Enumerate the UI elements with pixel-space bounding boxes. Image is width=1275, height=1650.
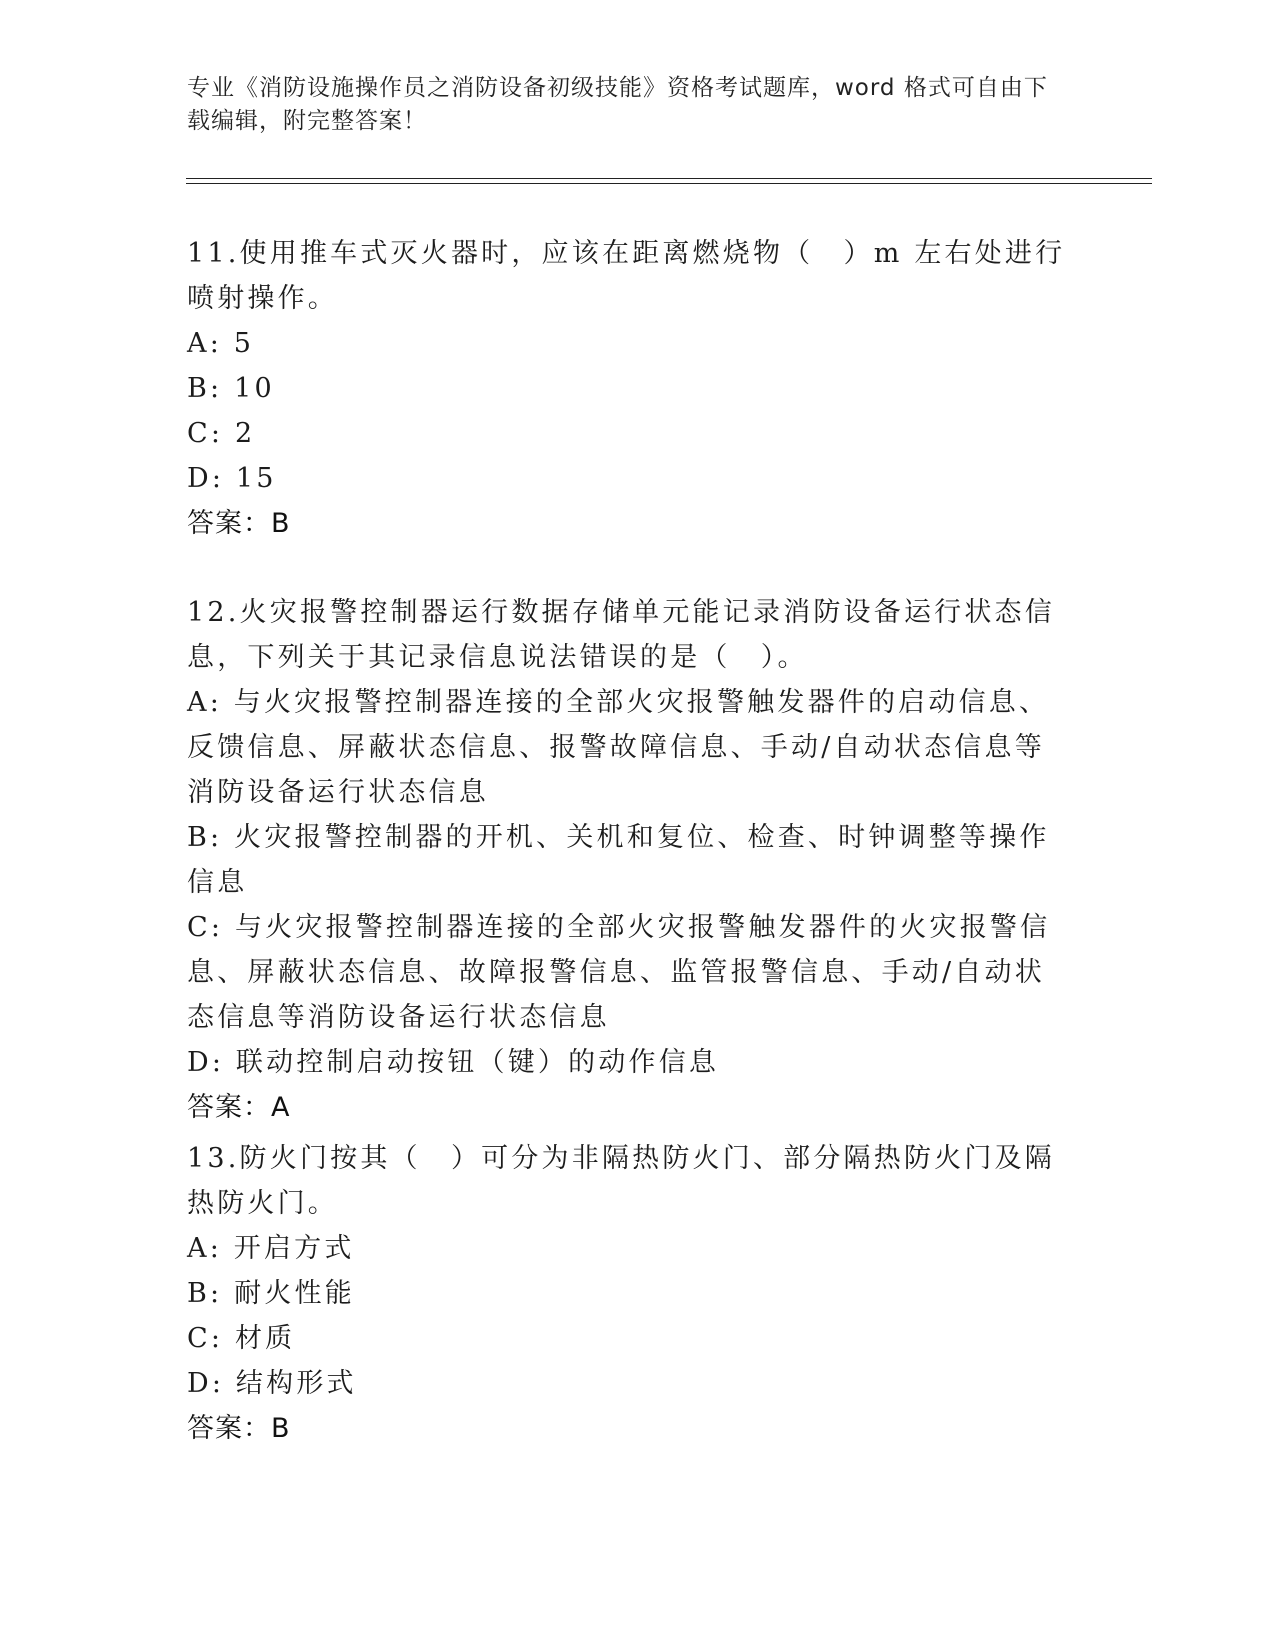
option-c: C: 2: [187, 418, 256, 449]
answer-label: 答案：B: [187, 1413, 291, 1444]
header-divider-top: [186, 178, 1152, 179]
option-d: D: 结构形式: [187, 1368, 357, 1399]
answer-label: 答案：A: [187, 1092, 291, 1123]
option-c: C: 与火灾报警控制器连接的全部火灾报警触发器件的火灾报警信息、屏蔽状态信息、故障报警信息、监管报警信息、手动/自动状态信息等消防设备运行状态信息: [187, 912, 1051, 1033]
option-d: D: 15: [187, 463, 277, 494]
question-13: [187, 1136, 1067, 1451]
option-c: C: 材质: [187, 1323, 296, 1354]
header-divider-bottom: [186, 183, 1152, 184]
option-a: A: 开启方式: [187, 1233, 355, 1264]
option-a: A: 与火灾报警控制器连接的全部火灾报警触发器件的启动信息、反馈信息、屏蔽状态信息、报警故障信息、手动/自动状态信息等消防设备运行状态信息: [187, 687, 1050, 808]
question-stem: 12.火灾报警控制器运行数据存储单元能记录消防设备运行状态信息，下列关于其记录信息说法错误的是（ ）。: [187, 597, 1055, 673]
option-b: B: 耐火性能: [187, 1278, 355, 1309]
header-note: 专业《消防设施操作员之消防设备初级技能》资格考试题库，word 格式可自由下载编辑，附完整答案！: [187, 75, 1048, 134]
option-b: B: 火灾报警控制器的开机、关机和复位、检查、时钟调整等操作信息: [187, 822, 1050, 898]
question-11: [187, 231, 1067, 546]
option-d: D: 联动控制启动按钮（键）的动作信息: [187, 1047, 720, 1078]
answer-label: 答案：B: [187, 508, 291, 539]
question-stem: 13.防火门按其（ ）可分为非隔热防火门、部分隔热防火门及隔热防火门。: [187, 1143, 1055, 1219]
question-stem: 11.使用推车式灭火器时，应该在距离燃烧物（ ）m 左右处进行喷射操作。: [187, 238, 1066, 314]
question-12: [187, 590, 1067, 1130]
option-a: A: 5: [187, 328, 255, 359]
option-b: B: 10: [187, 373, 275, 404]
